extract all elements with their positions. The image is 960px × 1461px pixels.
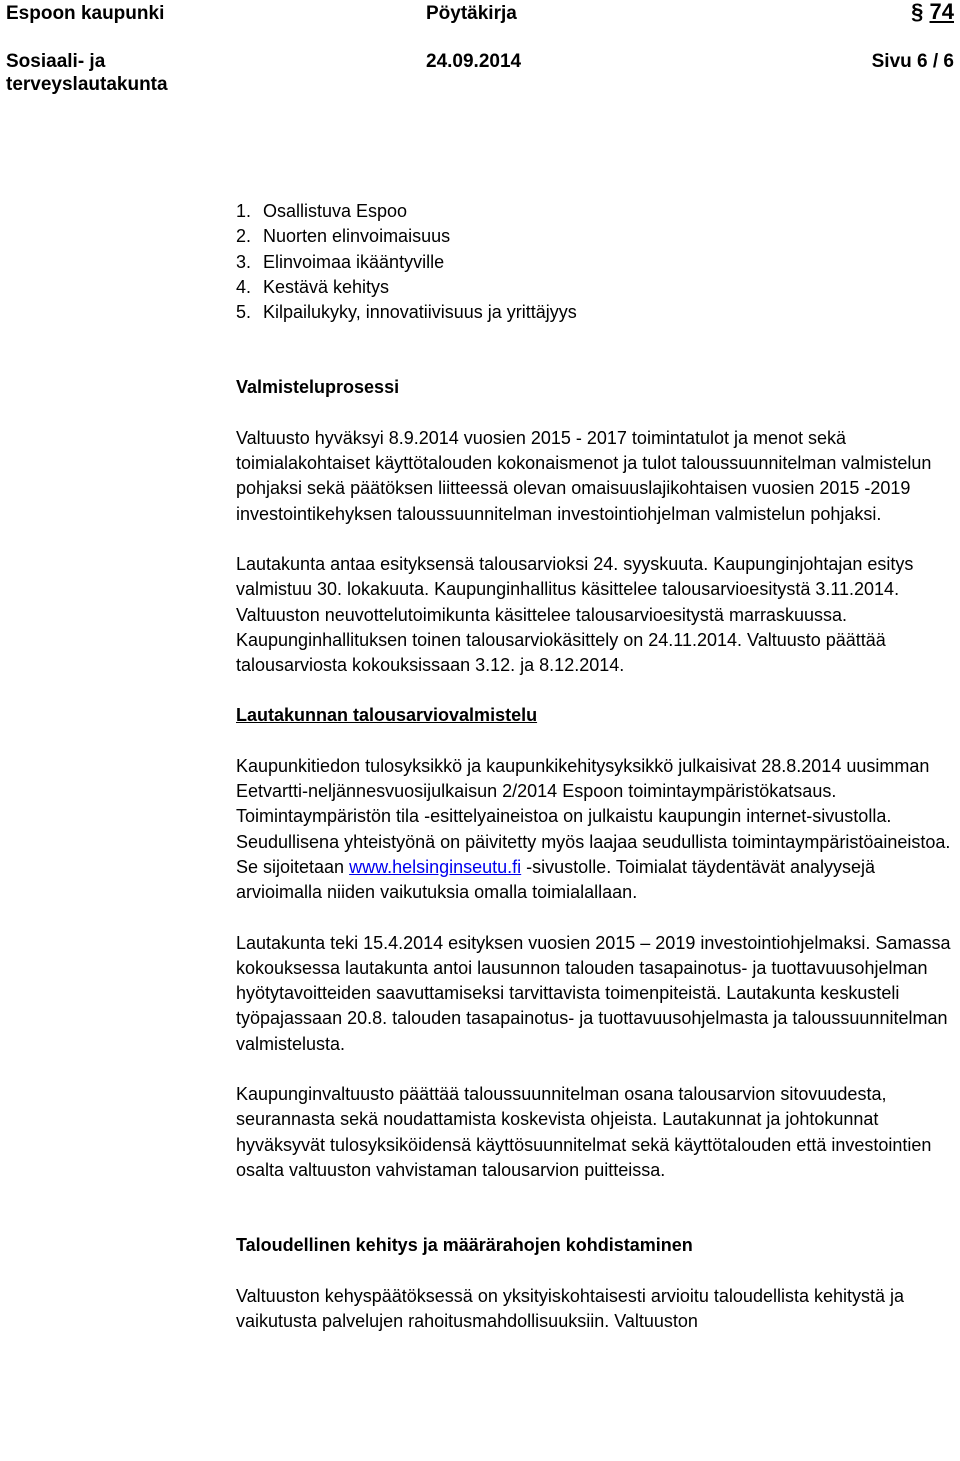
list-number: 5. [236, 302, 252, 323]
list-text: Nuorten elinvoimaisuus [263, 226, 451, 247]
list-item [236, 275, 960, 300]
paragraph-finance-1: Valtuuston kehyspäätöksessä on yksityiskohtaisesti arvioitu taloudellista kehitystä ja vaikutusta palvelujen rahoitusmahdollisuuksiin. Valtuuston [236, 1285, 905, 1331]
board-name [6, 50, 168, 96]
list-number: 4. [236, 276, 252, 297]
paragraph-board-2: Lautakunta teki 15.4.2014 esityksen vuosien 2015 – 2019 investointiohjelmaksi. Samassa kokouksessa lautakunta antoi lausunnon talouden tasapainotus- ja tuottavuusohjelman hyötytavoitteiden saavuttamiseksi tarvittavista toimenpiteistä. Lautakunta keskusteli työpajassaan 20.8. talouden tasapainotus- ja tuottavuusohjelmasta ja taloussuunnitelman valmistelusta. [236, 932, 951, 1054]
section-number-value: 74 [929, 0, 954, 24]
paragraph-board-1-text-a: Kaupunkitiedon tulosyksikkö ja kaupunkikehitysyksikkö julkaisivat 28.8.2014 uusimman Eetvartti-neljännesvuosijulkaisun 2/2014 Espoon toimintaympäristökatsaus. Toimintaympäristön tila -esittelyaineistoa on julkaistu kaupungin internet-sivustolla. Seudullisena yhteistyönä on päivitetty myös laajaa seudullista toimintaympäristöaineistoa. Se sijoitetaan [236, 755, 951, 877]
paragraph-prep-1: Valtuusto hyväksyi 8.9.2014 vuosien 2015 - 2017 toimintatulot ja menot sekä toimialakohtaiset käyttötalouden kokonaismenot ja tulot taloussuunnitelman valmistelun pohjaksi sekä päätöksen liitteessä olevan omaisuuslajikohtaisen vuosien 2015 -2019 investointikehyksen taloussuunnitelman investointiohjelman valmistelun pohjaksi. [236, 427, 932, 524]
list-number: 3. [236, 251, 252, 272]
list-number: 1. [236, 201, 252, 221]
paragraph-board-1 [236, 754, 960, 906]
helsinginseutu-link[interactable]: www.helsinginseutu.fi [349, 856, 522, 877]
meeting-date: 24.09.2014 [426, 51, 522, 72]
paragraph-board-1-text-b: -sivustolle. Toimialat täydentävät analyysejä arvioimalla niiden vaikutuksia omalla toimialallaan. [236, 856, 876, 903]
list-text: Osallistuva Espoo [263, 201, 408, 221]
goals-list [236, 199, 960, 325]
board-name-line1: Sosiaali- ja [6, 51, 106, 72]
list-item [236, 199, 960, 224]
list-text: Elinvoimaa ikääntyville [263, 251, 445, 272]
section-heading-board: Lautakunnan talousarviovalmistelu [236, 705, 538, 726]
paragraph-board-3: Kaupunginvaltuusto päättää taloussuunnitelman osana talousarvion sitovuudesta, seurannasta sekä noudattamista koskevista ohjeista. Lautakunnat ja johtokunnat hyväksyvät tulosyksiköidensä käyttösuunnitelmat sekä käyttötalouden että investointien osalta valtuuston vahvistaman talousarvion puitteissa. [236, 1084, 932, 1180]
page-indicator: Sivu 6 / 6 [871, 51, 954, 72]
section-heading-finance: Taloudellinen kehitys ja määrärahojen kohdistaminen [236, 1235, 693, 1256]
list-number: 2. [236, 226, 252, 247]
list-text: Kilpailukyky, innovatiivisuus ja yrittäjyys [263, 302, 577, 323]
list-item [236, 300, 960, 325]
section-number: § 74 [911, 0, 954, 24]
list-item [236, 224, 960, 249]
document-type: Pöytäkirja [426, 3, 517, 24]
list-item [236, 250, 960, 275]
board-name-line2: terveyslautakunta [6, 74, 168, 95]
list-text: Kestävä kehitys [263, 276, 390, 297]
city-name: Espoon kaupunki [6, 3, 165, 24]
section-heading-prep: Valmisteluprosessi [236, 377, 400, 398]
paragraph-prep-2: Lautakunta antaa esityksensä talousarvioksi 24. syyskuuta. Kaupunginjohtajan esitys valmistuu 30. lokakuuta. Kaupunginhallitus käsittelee talousarvioesitystä 3.11.2014. Valtuuston neuvottelutoimikunta käsittelee talousarvioesitystä marraskuussa. Kaupunginhallituksen toinen talousarviokäsittely on 24.11.2014. Valtuusto päättää talousarviosta kokouksissaan 3.12. ja 8.12.2014. [236, 553, 914, 676]
document-body [236, 199, 960, 1334]
